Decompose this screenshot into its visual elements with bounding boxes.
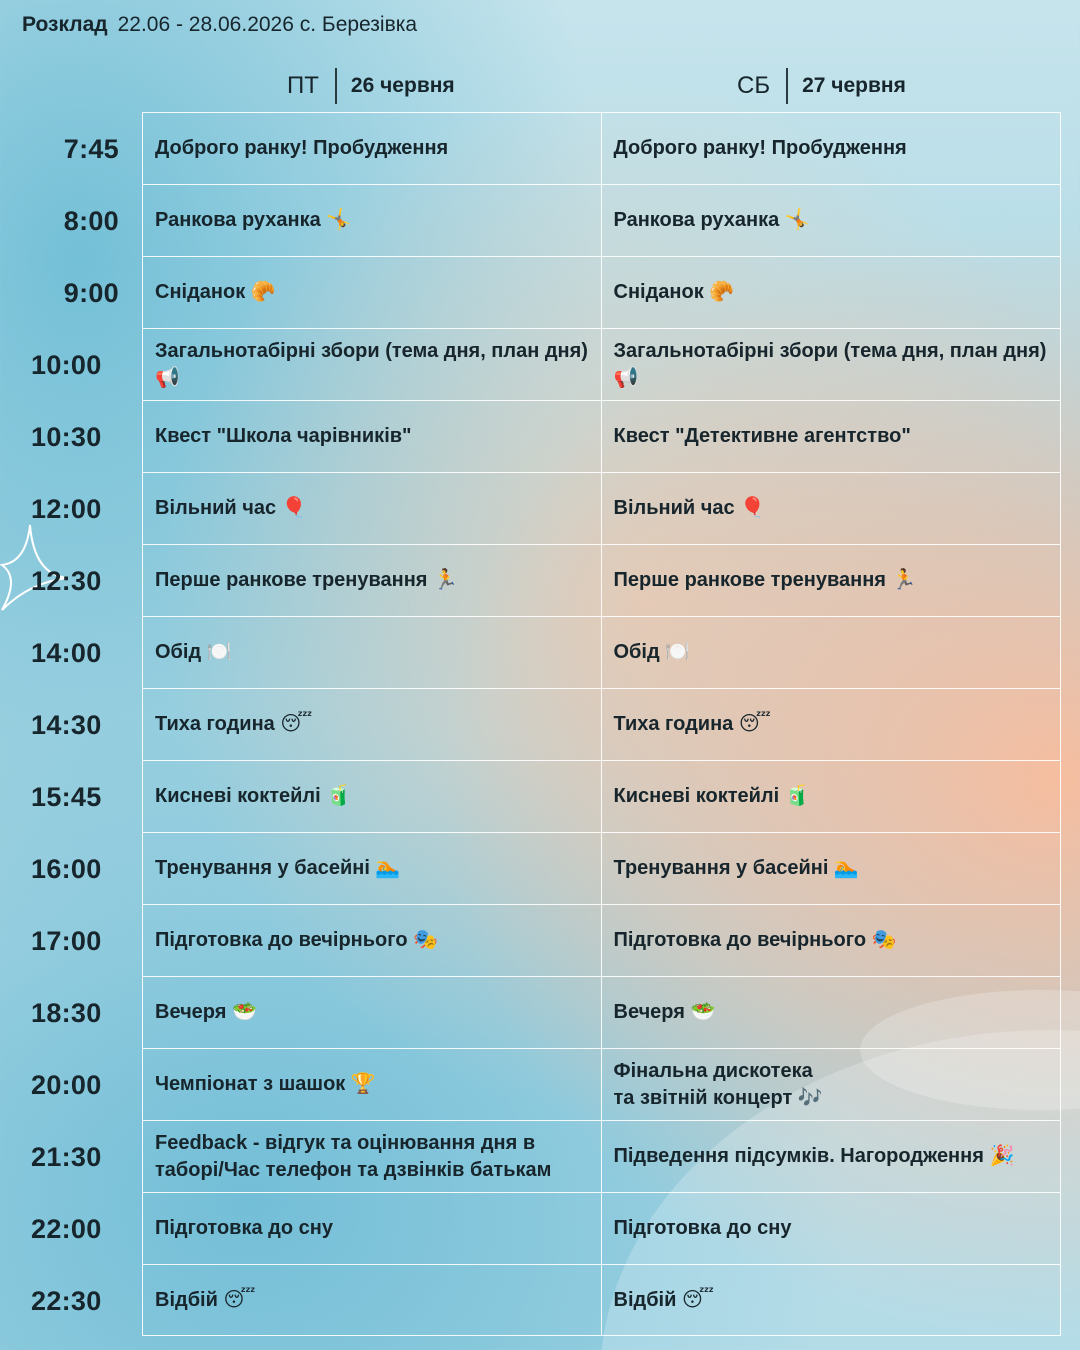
- day-of-week: ПТ: [287, 72, 319, 99]
- activity-text: Доброго ранку! Пробудження: [613, 137, 907, 159]
- time-label: 14:00: [31, 637, 102, 668]
- time-label: 18:30: [31, 997, 102, 1028]
- activity-cell-sat: [602, 257, 1062, 328]
- time-label: 16:00: [31, 853, 102, 884]
- activity-text: Загальнотабірні збори (тема дня, план дня) 📢: [613, 339, 1047, 389]
- activity-cell-sat: [602, 113, 1062, 184]
- time-label: 10:30: [31, 421, 102, 452]
- activity-cell-fri: [143, 1193, 602, 1264]
- time-label: 10:00: [31, 349, 102, 380]
- activity-cell-sat: [602, 1121, 1062, 1192]
- activity-text: Вечеря 🥗: [613, 1001, 716, 1023]
- activity-cell-sat: [602, 977, 1062, 1048]
- activity-text: Сніданок 🥐: [613, 281, 735, 303]
- activity-text: Квест "Школа чарівників": [155, 425, 412, 447]
- activity-cell-fri: [143, 329, 602, 400]
- time-label: 15:45: [31, 781, 102, 812]
- activity-cell-fri: [143, 617, 602, 688]
- activity-cell-fri: [143, 257, 602, 328]
- schedule-row: [31, 328, 1061, 400]
- activity-cell-sat: [602, 473, 1062, 544]
- activity-cell-sat: [602, 833, 1062, 904]
- time-label: 17:00: [31, 925, 102, 956]
- activity-text: Фінальна дискотека та звітній концерт 🎶: [613, 1059, 823, 1109]
- schedule-row: [63, 112, 1061, 184]
- activity-text: Тренування у басейні 🏊: [613, 857, 859, 879]
- schedule-row: [31, 904, 1061, 976]
- activity-text: Перше ранкове тренування 🏃: [613, 569, 917, 591]
- page-title: [22, 13, 417, 37]
- schedule-row: [63, 256, 1061, 328]
- day-date: 27 червня: [802, 74, 906, 97]
- time-label: 7:45: [63, 133, 119, 164]
- time-label: 9:00: [63, 277, 119, 308]
- time-label: 22:00: [31, 1213, 102, 1244]
- activity-text: Доброго ранку! Пробудження: [155, 137, 449, 159]
- activity-text: Обід 🍽️: [155, 641, 232, 663]
- time-label: 12:30: [31, 565, 102, 596]
- activity-text: Загальнотабірні збори (тема дня, план дня) 📢: [155, 339, 588, 389]
- activity-cell-fri: [143, 1121, 602, 1192]
- activity-text: Кисневі коктейлі 🧃: [613, 785, 810, 807]
- activity-cell-sat: [602, 329, 1062, 400]
- activity-text: Вільний час 🎈: [613, 497, 766, 519]
- schedule-row: [31, 544, 1061, 616]
- schedule-row: [31, 472, 1061, 544]
- schedule-row: [31, 400, 1061, 472]
- schedule-row: [31, 688, 1061, 760]
- activity-text: Підготовка до сну: [155, 1217, 333, 1239]
- activity-cell-sat: [602, 545, 1062, 616]
- activity-text: Сніданок 🥐: [155, 281, 276, 303]
- activity-cell-sat: [602, 401, 1062, 472]
- activity-cell-fri: [143, 977, 602, 1048]
- activity-cell-sat: [602, 185, 1062, 256]
- activity-cell-fri: [143, 905, 602, 976]
- schedule-row: [31, 1264, 1061, 1336]
- activity-text: Підготовка до вечірнього 🎭: [155, 929, 438, 951]
- activity-cell-sat: [602, 689, 1062, 760]
- activity-text: Квест "Детективне агентство": [613, 425, 911, 447]
- activity-text: Відбій 😴: [613, 1289, 715, 1311]
- activity-cell-sat: [602, 1049, 1062, 1120]
- time-label: 8:00: [63, 205, 119, 236]
- title-period: 22.06 - 28.06.2026 с. Березівка: [117, 13, 418, 36]
- activity-cell-sat: [602, 617, 1062, 688]
- title-label: Розклад: [22, 13, 108, 36]
- schedule-row: [63, 184, 1061, 256]
- activity-text: Кисневі коктейлі 🧃: [155, 785, 352, 807]
- activity-cell-fri: [143, 1049, 602, 1120]
- schedule-row: [31, 1048, 1061, 1120]
- activity-cell-fri: [143, 185, 602, 256]
- activity-cell-fri: [143, 833, 602, 904]
- activity-cell-fri: [143, 761, 602, 832]
- day-header-saturday: [737, 68, 906, 104]
- activity-cell-fri: [143, 545, 602, 616]
- activity-text: Підготовка до вечірнього 🎭: [613, 929, 897, 951]
- schedule-row: [31, 976, 1061, 1048]
- day-of-week: СБ: [737, 72, 771, 99]
- day-date: 26 червня: [350, 74, 455, 97]
- activity-cell-fri: [143, 401, 602, 472]
- activity-text: Ранкова руханка 🤸: [155, 209, 352, 231]
- schedule-row: [31, 1120, 1061, 1192]
- activity-cell-sat: [602, 1193, 1062, 1264]
- activity-text: Вечеря 🥗: [155, 1001, 257, 1023]
- activity-text: Підготовка до сну: [613, 1217, 792, 1239]
- activity-text: Тиха година 😴: [613, 713, 771, 735]
- schedule-row: [31, 616, 1061, 688]
- time-label: 12:00: [31, 493, 102, 524]
- activity-cell-sat: [602, 761, 1062, 832]
- activity-cell-fri: [143, 1265, 602, 1336]
- activity-text: Обід 🍽️: [613, 641, 691, 663]
- activity-text: Підведення підсумків. Нагородження 🎉: [613, 1145, 1015, 1167]
- schedule-row: [31, 1192, 1061, 1264]
- schedule-table: [31, 112, 1061, 1336]
- activity-cell-fri: [143, 113, 602, 184]
- activity-cell-fri: [143, 473, 602, 544]
- activity-cell-fri: [143, 689, 602, 760]
- activity-cell-sat: [602, 905, 1062, 976]
- schedule-row: [31, 760, 1061, 832]
- activity-text: Відбій 😴: [155, 1289, 256, 1311]
- time-label: 21:30: [31, 1141, 102, 1172]
- activity-text: Чемпіонат з шашок 🏆: [155, 1073, 376, 1095]
- activity-text: Перше ранкове тренування 🏃: [155, 569, 458, 591]
- time-label: 20:00: [31, 1069, 102, 1100]
- activity-text: Тренування у басейні 🏊: [155, 857, 401, 879]
- time-label: 14:30: [31, 709, 102, 740]
- time-label: 22:30: [31, 1285, 102, 1316]
- activity-text: Вільний час 🎈: [155, 497, 307, 519]
- activity-cell-sat: [602, 1265, 1062, 1336]
- activity-text: Feedback - відгук та оцінювання дня в таборі/Час телефон та дзвінків батькам: [155, 1131, 552, 1181]
- activity-text: Ранкова руханка 🤸: [613, 209, 810, 231]
- activity-text: Тиха година 😴: [155, 713, 313, 735]
- day-header-friday: [287, 68, 455, 104]
- schedule-row: [31, 832, 1061, 904]
